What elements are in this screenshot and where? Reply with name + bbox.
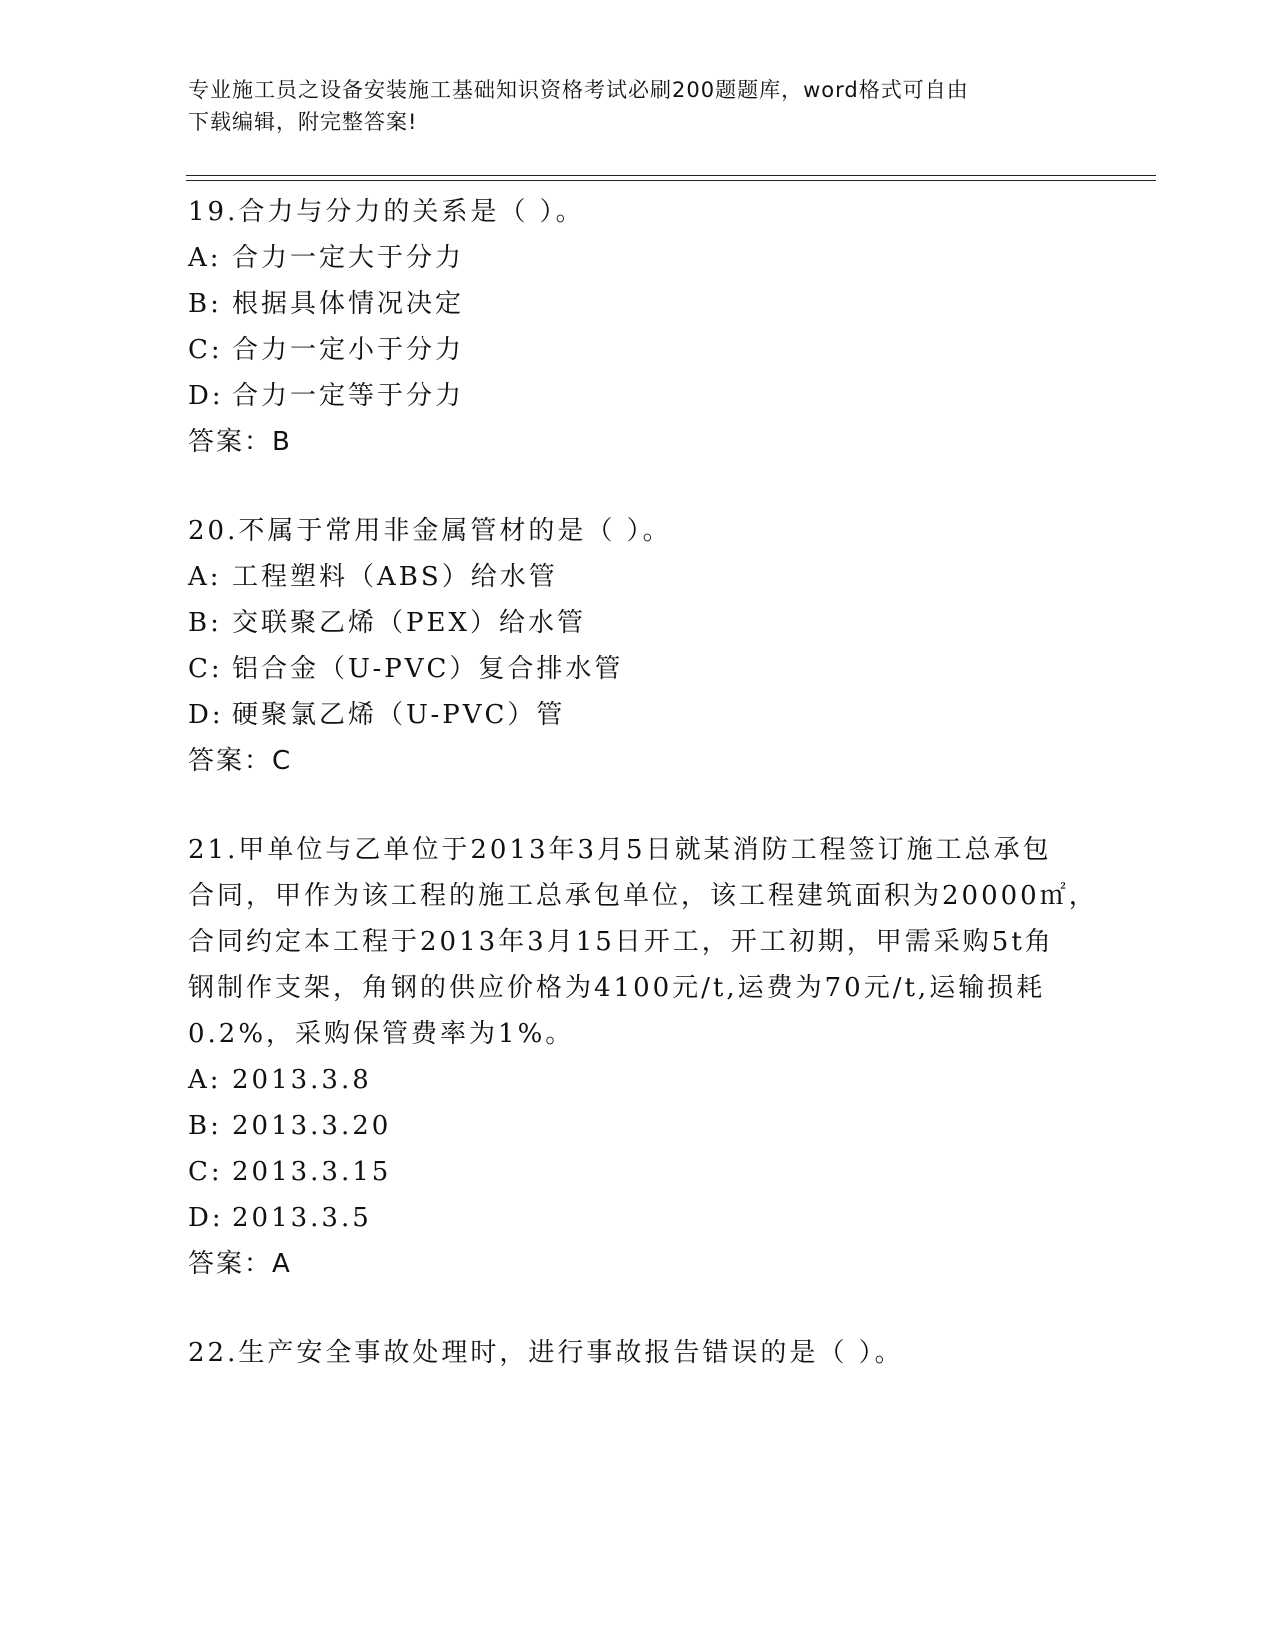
option-text: 工程塑料（ABS）给水管	[232, 562, 558, 592]
answer: 答案：C	[188, 746, 293, 776]
stem-line: 0.2%，采购保管费率为1%。	[188, 1019, 575, 1049]
option-c	[188, 1149, 1088, 1195]
option-text: 2013.3.5	[232, 1203, 372, 1233]
option-text: 合力一定小于分力	[232, 335, 465, 365]
question-stem	[188, 508, 1088, 554]
stem-line: 19.合力与分力的关系是（ ）。	[188, 197, 585, 227]
option-text: 硬聚氯乙烯（U-PVC）管	[232, 700, 566, 730]
option-text: 2013.3.8	[232, 1065, 372, 1095]
question-stem	[188, 827, 1098, 1057]
question-21	[188, 827, 1098, 1287]
option-key: A:	[188, 243, 222, 273]
option-text: 交联聚乙烯（PEX）给水管	[232, 608, 586, 638]
question-20	[188, 508, 1088, 784]
answer: 答案：A	[188, 1249, 292, 1279]
stem-line: 合同约定本工程于2013年3月15日开工，开工初期，甲需采购5t角	[188, 927, 1054, 957]
option-key: D:	[188, 700, 224, 730]
option-b	[188, 1103, 1088, 1149]
option-c	[188, 327, 1088, 373]
question-22	[188, 1330, 1088, 1376]
option-key: C:	[188, 654, 223, 684]
question-stem	[188, 189, 1088, 235]
stem-line: 钢制作支架，角钢的供应价格为4100元/t,运费为70元/t,运输损耗	[188, 973, 1046, 1003]
stem-line: 合同，甲作为该工程的施工总承包单位，该工程建筑面积为20000㎡，	[188, 881, 1098, 911]
answer: 答案：B	[188, 427, 292, 457]
option-c	[188, 646, 1088, 692]
option-key: B:	[188, 1111, 222, 1141]
question-list	[188, 189, 1098, 1419]
option-a	[188, 1057, 1088, 1103]
option-text: 2013.3.20	[232, 1111, 392, 1141]
option-key: A:	[188, 562, 222, 592]
option-text: 合力一定大于分力	[232, 243, 465, 273]
stem-line: 21.甲单位与乙单位于2013年3月5日就某消防工程签订施工总承包	[188, 835, 1052, 865]
option-d	[188, 373, 1088, 419]
option-b	[188, 281, 1088, 327]
option-key: C:	[188, 335, 223, 365]
option-text: 根据具体情况决定	[232, 289, 465, 319]
option-key: D:	[188, 1203, 224, 1233]
option-text: 2013.3.15	[232, 1157, 392, 1187]
option-text: 合力一定等于分力	[232, 381, 465, 411]
option-key: D:	[188, 381, 224, 411]
option-d	[188, 1195, 1088, 1241]
option-key: B:	[188, 608, 222, 638]
option-a	[188, 235, 1088, 281]
document-header	[188, 74, 1088, 138]
option-text: 铝合金（U-PVC）复合排水管	[232, 654, 624, 684]
stem-line: 22.生产安全事故处理时，进行事故报告错误的是（ ）。	[188, 1338, 904, 1368]
header-divider-top	[186, 175, 1156, 176]
header-line: 下载编辑，附完整答案!	[188, 110, 418, 134]
question-stem	[188, 1330, 1088, 1376]
option-b	[188, 600, 1088, 646]
option-key: C:	[188, 1157, 223, 1187]
option-a	[188, 554, 1088, 600]
stem-line: 20.不属于常用非金属管材的是（ ）。	[188, 516, 672, 546]
option-key: B:	[188, 289, 222, 319]
header-divider-bottom	[186, 180, 1156, 181]
header-line: 专业施工员之设备安装施工基础知识资格考试必刷200题题库，word格式可自由	[188, 78, 969, 102]
option-key: A:	[188, 1065, 222, 1095]
question-19	[188, 189, 1088, 465]
option-d	[188, 692, 1088, 738]
